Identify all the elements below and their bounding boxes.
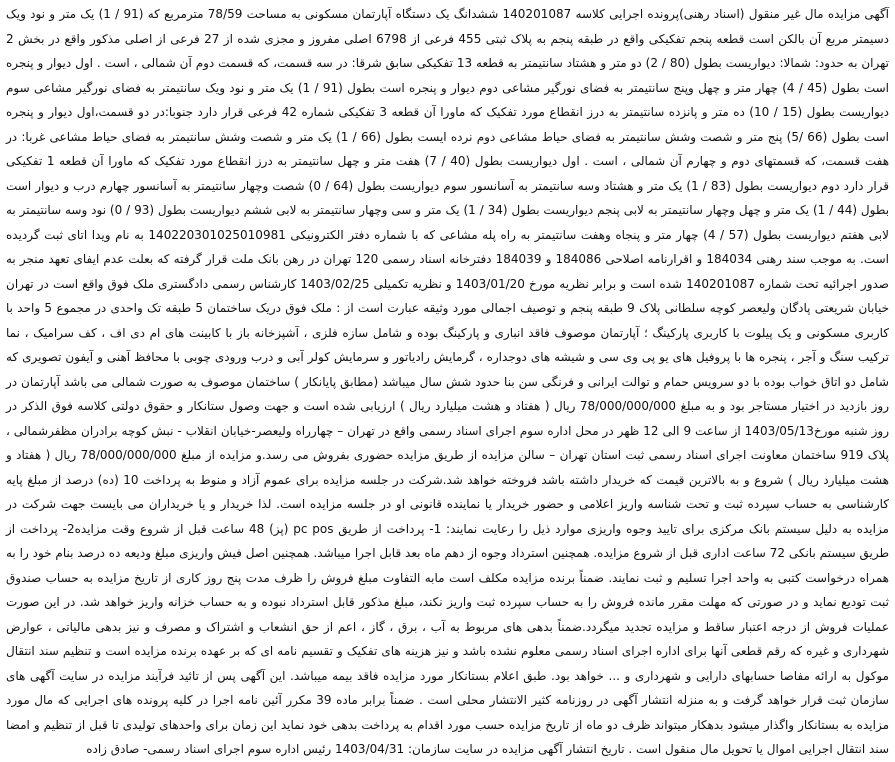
notice-body-text: آگهی مزایده مال غیر منقول (اسناد رهنی)پرونده اجرایی کلاسه 140201087 ششدانگ یک دستگاه آپارتمان مسکونی به مساحت 78/59 مترمربع که (91 / 1) یک متر و نود ویک دسیمتر مربع آن بالکن است قطعه پنجم تفکیکی واقع در طبقه پنجم به پلاک ثبتی 455 فرعی از 6798 اصلی مفروز و مجزی شده از 27 فرعی از اصلی مذکور واقع در بخش 2 تهران به حدود: شمالا: دیواریست بطول (80 / 2) دو متر و هشتاد سانتیمتر به قطعه 13 تفکیکی سابق شرقا: در سه قسمت، که قسمت دوم آن شمالی ، است . اول دیوار و پنجره است بطول (45 / 4) چهار متر و چهل وپنج سانتیمتر به فضای نورگیر مشاعی دوم دیوار و پنجره است بطول (91 / 1) یک متر و نود ویک سانتیمتر به فضای نورگیر مشاعی سوم دیواریست بطول (15 / 10) ده متر و پانزده سانتیمتر به درز انقطاع مورد تفکیک که ماورا آن قطعه 3 تفکیکی شماره 42 فرعی قرار دارد جنوبا:در دو قسمت،اول دیوار و پنجره است بطول (66 /5) پنج متر و شصت وشش سانتیمتر به فضای حیاط مشاعی دوم نرده ایست بطول (66 / 1) یک متر و شصت وشش سانتیمتر به فضای حیاط مشاعی غربا: در هفت قسمت، که قسمتهای دوم و چهارم آن شمالی ، است . اول دیواریست بطول (40 / 7) هفت متر و چهل سانتیمتر به درز انقطاع مورد تفکیک که ماورا آن قطعه 1 تفکیکی قرار دارد دوم دیواریست بطول (83 / 1) یک متر و هشتاد وسه سانتیمتر به آسانسور سوم دیواریست بطول (64 / 0) شصت وچهار سانتیمتر به آسانسور چهارم درب و دیوار است بطول (44 / 1) یک متر و چهل وچهار سانتیمتر به لابی پنجم دیواریست بطول (34 / 1) یک متر و سی وچهار سانتیمتر به لابی ششم دیواریست بطول (93 / 0) نود وسه سانتیمتر به لابی هفتم دیواریست بطول (57 / 4) چهار متر و پنجاه وهفت سانتیمتر به راه پله مشاعی که با شماره دفتر الکترونیکی 140220301025010981 به نام ویدا اتای ثبت گردیده است. به موجب سند رهنی 184034 و اقرارنامه اصلاحی 184086 و 184039 دفترخانه اسناد رسمی 120 تهران در رهن بانک ملت قرار گرفته که بعلت عدم ایفای تعهد منجر به صدور اجرائیه تحت شماره 140201087 شده است و برابر نظریه مورخ 1403/01/20 و نظریه تکمیلی 1403/02/25 کارشناس رسمی دادگستری ملک فوق واقع است در تهران خیابان شریعتی پادگان ولیعصر کوچه سلطانی پلاک 9 طبقه پنجم و توصیف اجمالی مورد وثیقه عبارت است از : ملک فوق دریک ساختمان 5 طبقه تک واحدی در مجموع 5 واحد با کاربری مسکونی و یک پیلوت با کاربری پارکینگ ؛ آپارتمان موصوف فاقد انباری و پارکینگ بوده و شامل سازه فلزی ، آشپزخانه باز با کابینت های ام دی اف ، کف سرامیک ، نما ترکیب سنگ و آجر ، پنجره ها با پروفیل های یو پی وی سی و شیشه های دوجداره ، گرمایش رادیاتور و سرمایش کولر آبی و درب ورودی چوبی با محافظ آهنی و آیفون تصویری که شامل دو اتاق خواب بوده با دو سرویس حمام و توالت ایرانی و فرنگی سن بنا حدود شش سال میباشد (مطابق پایانکار ) ساختمان موصوف به صورت شمالی می باشد آپارتمان در روز بازدید در اختیار مستاجر بود و به مبلغ 78/000/000/000 ریال ( هفتاد و هشت میلیارد ریال ) ارزیابی شده است و جهت وصول ستانکار و حقوق دولتی کلاسه فوق الذکر در روز شنبه مورخ1403/05/13 از ساعت 9 الی 12 ظهر در محل اداره سوم اجرای اسناد رسمی واقع در تهران – چهارراه ولیعصر-خیابان انقلاب - نبش کوچه برادران مظفرشمالی ، پلاک 919 ساختمان معاونت اجرای اسناد رسمی ثبت استان تهران – سالن مزایده از طریق مزایده حضوری بفروش می رسد.و مزایده از مبلغ 78/000/000/000 ریال ( هفتاد و هشت میلیارد ریال ) شروع و به بالاترین قیمت که خریدار داشته باشد فروخته خواهد شد.شرکت در جلسه مزایده برای عموم آزاد و منوط به پرداخت 10 (ده) درصد از مبلغ پایه کارشناسی به حساب سپرده ثبت و تحت شناسه واریز اعلامی و حضور خریدار یا نماینده قانونی او در جلسه مزایده است. لذا خریدار و یا خریداران می بایست جهت شرکت در مزایده به دلیل سیستم بانک مرکزی برای تایید وجوه واریزی موارد ذیل را رعایت نمایند: 1- پرداخت از طریق pc pos (پز) 48 ساعت قبل از شروع وقت مزایده2- پرداخت از طریق سیستم بانکی 72 ساعت اداری قبل از شروع مزایده. همچنین استرداد وجوه از دهم ماه بعد قابل اجرا میباشد. همچنین اصل فیش واریزی مبلغ ودیعه ده درصد بنام خود را به همراه درخواست کتبی به واحد اجرا تسلیم و ثبت نمایند. ضمناً برنده مزایده مکلف است مابه التفاوت مبلغ فروش را ظرف مدت پنج روز کاری از تاریخ مزایده به حساب صندوق ثبت تودیع نماید و در صورتی که مهلت مقرر مانده فروش را به حساب سپرده ثبت واریز نکند، مبلغ مذکور قابل استرداد نبوده و به حساب خزانه واریز خواهد شد. در این صورت عملیات فروش از درجه اعتبار ساقط و مزایده تجدید میگردد.ضمناً بدهی های مربوط به آب ، برق ، گاز ، اعم از حق انشعاب و اشتراک و مصرف و نیز بدهی مالیاتی ، عوارض شهرداری و غیره که رقم قطعی آنها برای اداره اجرای اسناد رسمی معلوم نشده باشد و نیز هزینه های تفکیک و تقسیم نامه ای که بر عهده برنده مزایده است و تنظیم سند انتقال موکول به ارائه مفاصا حسابهای دارایی و شهرداری و ... خواهد بود. طبق اعلام بستانکار مورد مزایده فاقد بیمه میباشد. این آگهی پس از تائید فرآیند مزایده در سایت آگهی های سازمان ثبت قرار خواهد گرفت و به منزله انتشار آگهی در روزنامه کثیر الانتشار محلی است . ضمناً برابر ماده 39 مکرر آئین نامه اجرا در کلیه پرونده های اجرایی که مال مورد مزایده به بستانکار واگذار میشود بدهکار میتواند ظرف دو ماه از تاریخ مزایده حسب مورد اقدام به پرداخت بدهی خود نماید این زمان برای واحدهای تولیدی تا قبل از تنظیم و امضا سند انتقال اجرایی اموال یا تحویل مال منقول است . تاریخ انتشار آگهی مزایده در سایت سازمان: 1403/04/31 رئیس اداره سوم اجرای اسناد رسمی- صادق زاده — [6, 7, 890, 756]
